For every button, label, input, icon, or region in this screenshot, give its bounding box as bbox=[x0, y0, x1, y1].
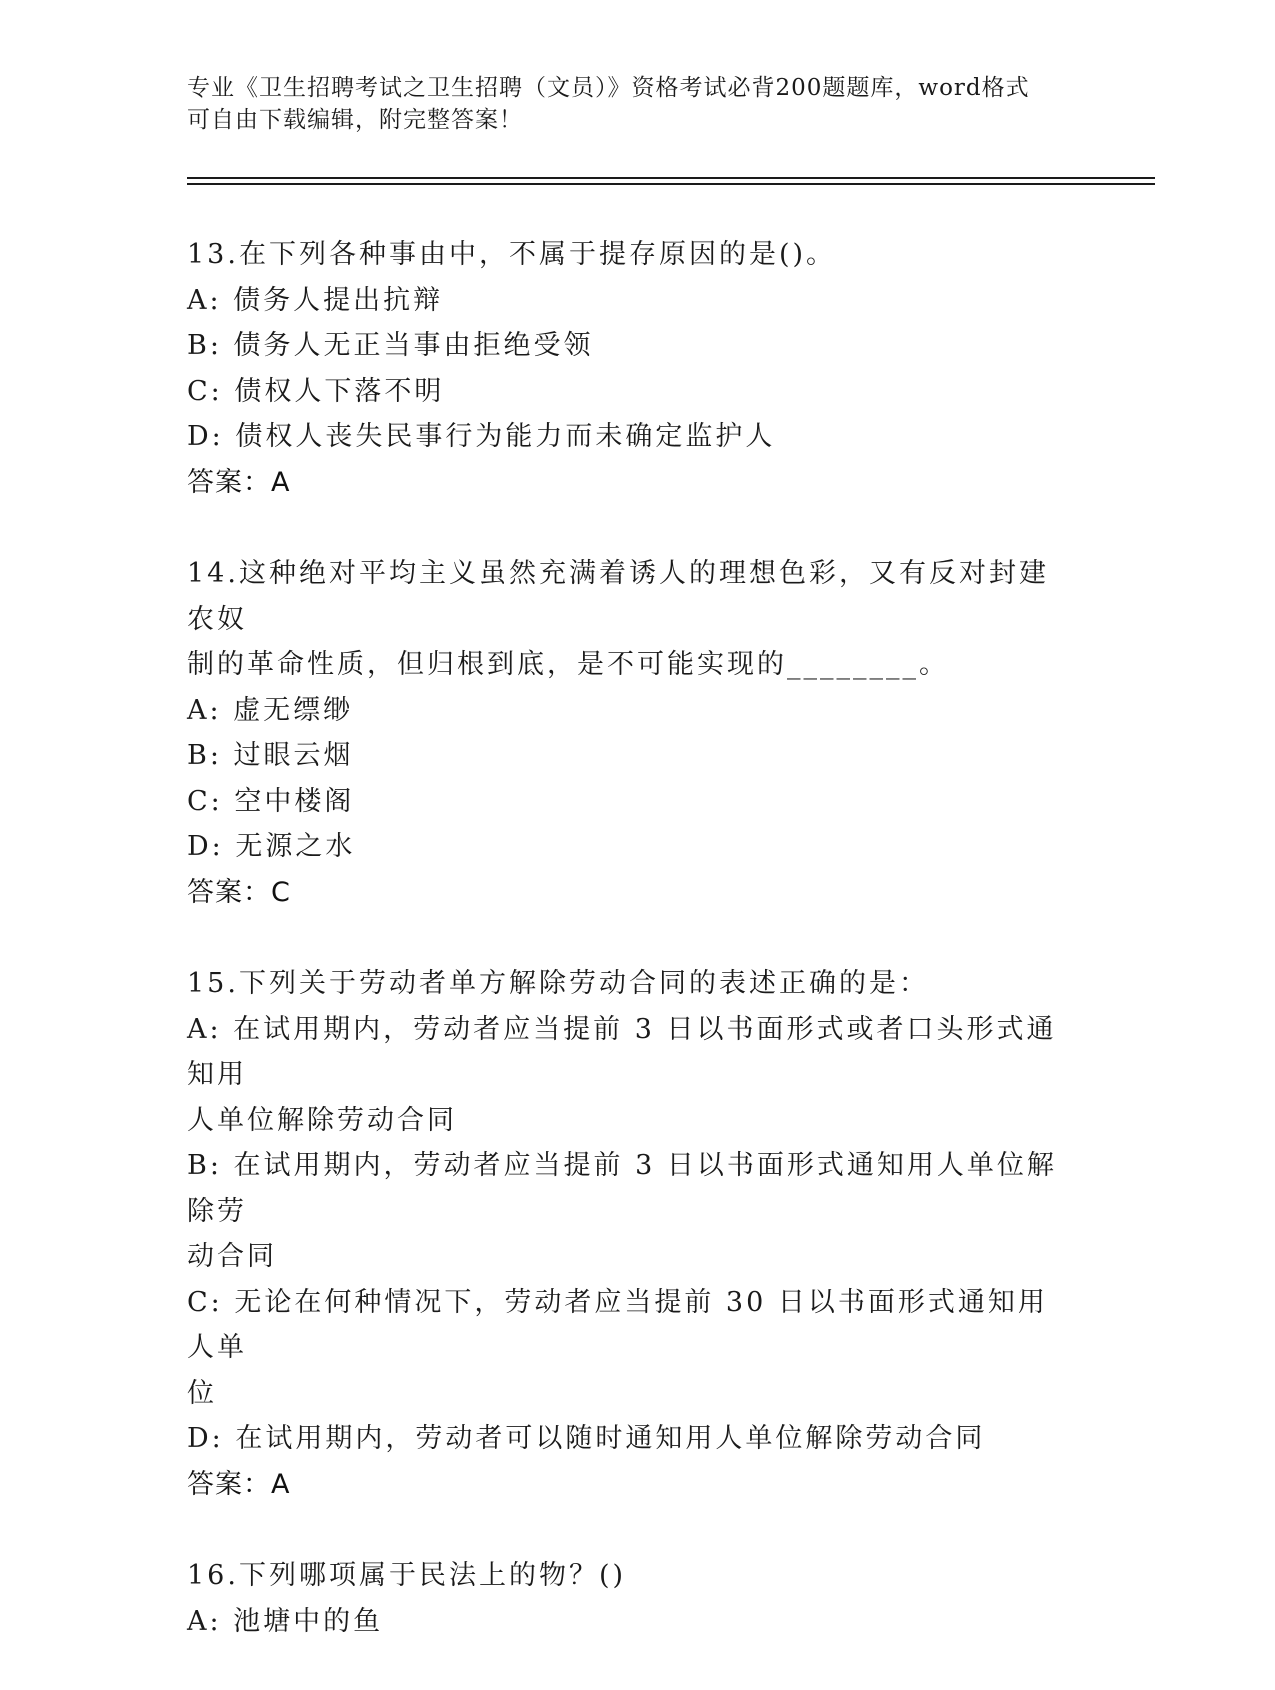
option-a: A: 在试用期内，劳动者应当提前 3 日以书面形式或者口头形式通知用 bbox=[187, 1013, 1057, 1090]
option-b-continued: 动合同 bbox=[187, 1241, 277, 1272]
question-stem: 14.这种绝对平均主义虽然充满着诱人的理想色彩，又有反对封建农奴 bbox=[187, 558, 1049, 635]
option-b: B: 债务人无正当事由拒绝受领 bbox=[187, 330, 594, 361]
option-a: A: 池塘中的鱼 bbox=[187, 1605, 384, 1637]
option-d: D: 无源之水 bbox=[187, 831, 356, 862]
option-b: B: 过眼云烟 bbox=[187, 740, 354, 771]
question-stem: 15.下列关于劳动者单方解除劳动合同的表述正确的是： bbox=[187, 968, 929, 999]
answer-line: 答案：C bbox=[187, 876, 291, 908]
question-15 bbox=[187, 961, 1067, 1507]
question-stem: 16.下列哪项属于民法上的物？() bbox=[187, 1560, 627, 1591]
header-title-line-1: 专业《卫生招聘考试之卫生招聘（文员）》资格考试必背200题题库，word格式 bbox=[187, 75, 1030, 101]
document-header bbox=[187, 72, 1087, 136]
option-d: D: 在试用期内，劳动者可以随时通知用人单位解除劳动合同 bbox=[187, 1423, 986, 1454]
question-16 bbox=[187, 1553, 1067, 1644]
question-list bbox=[187, 232, 1067, 1690]
header-divider-top bbox=[187, 177, 1155, 179]
option-a: A: 债务人提出抗辩 bbox=[187, 284, 444, 316]
question-14 bbox=[187, 551, 1067, 915]
option-c: C: 债权人下落不明 bbox=[187, 375, 445, 407]
option-a: A: 虚无缥缈 bbox=[187, 694, 354, 726]
answer-line: 答案：A bbox=[187, 466, 291, 498]
header-divider-bottom bbox=[187, 183, 1155, 185]
header-title-line-2: 可自由下载编辑，附完整答案！ bbox=[187, 107, 523, 133]
option-c: C: 空中楼阁 bbox=[187, 785, 355, 817]
option-b: B: 在试用期内，劳动者应当提前 3 日以书面形式通知用人单位解除劳 bbox=[187, 1150, 1057, 1227]
answer-line: 答案：A bbox=[187, 1468, 291, 1500]
question-stem: 13.在下列各种事由中，不属于提存原因的是()。 bbox=[187, 239, 837, 270]
option-a-continued: 人单位解除劳动合同 bbox=[187, 1104, 457, 1136]
option-c-continued: 位 bbox=[187, 1377, 217, 1409]
option-d: D: 债权人丧失民事行为能力而未确定监护人 bbox=[187, 421, 776, 452]
question-stem-continued: 制的革命性质，但归根到底，是不可能实现的________。 bbox=[187, 649, 949, 680]
option-c: C: 无论在何种情况下，劳动者应当提前 30 日以书面形式通知用人单 bbox=[187, 1286, 1048, 1363]
question-13 bbox=[187, 232, 1067, 505]
